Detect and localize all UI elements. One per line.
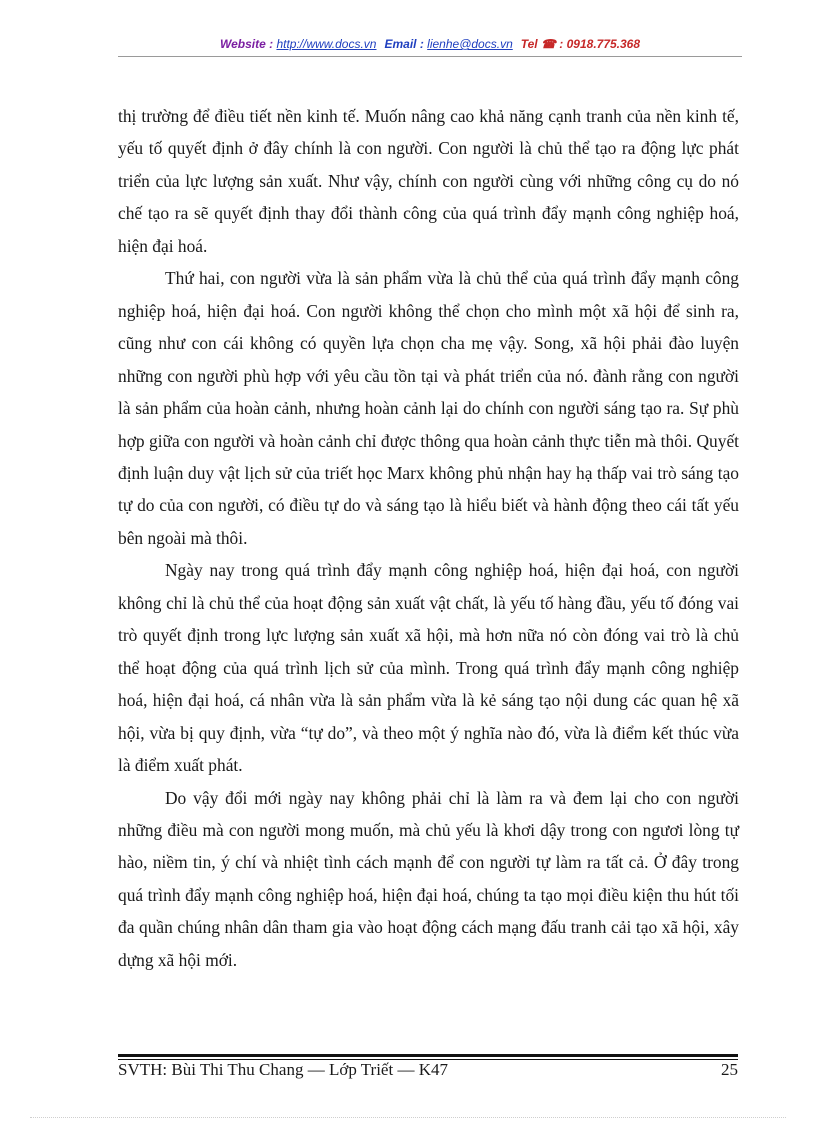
page-number: 25 [721, 1060, 738, 1079]
footer-author: SVTH: Bùi Thi Thu Chang — Lớp Triết — K47 [118, 1060, 448, 1079]
page-footer [118, 1060, 738, 1080]
tel-number: : 0918.775.368 [555, 37, 641, 51]
email-separator: : [416, 37, 428, 51]
footer-divider-thick [118, 1054, 738, 1057]
phone-icon: ☎ [541, 37, 556, 51]
paragraph: Ngày nay trong quá trình đẩy mạnh công nghiệp hoá, hiện đại hoá, con người không chỉ là chủ thể của hoạt động sản xuất vật chất, là yếu tố hàng đầu, yếu tố đóng vai trò quyết định trong lực lượng sản xuất xã hội, mà hơn nữa nó còn đóng vai trò là chủ thể hoạt động của quá trình lịch sử của mình. Trong quá trình đẩy mạnh công nghiệp hoá, hiện đại hoá, cá nhân vừa là sản phẩm vừa là kẻ sáng tạo nội dung các quan hệ xã hội, vừa bị quy định, vừa “tự do”, và theo một ý nghĩa nào đó, vừa là điểm kết thúc vừa là điểm xuất phát. [118, 560, 739, 776]
email-link[interactable]: lienhe@docs.vn [427, 37, 513, 51]
website-separator: : [265, 37, 277, 51]
paragraph: Thứ hai, con người vừa là sản phẩm vừa là chủ thể của quá trình đẩy mạnh công nghiệp hoá, hiện đại hoá. Con người không thể chọn cho mình một xã hội để sinh ra, cũng như con cái không có quyền lựa chọn cha mẹ vậy. Song, xã hội phải đào luyện những con người phù hợp với yêu cầu tồn tại và phát triển của nó. đành rằng con người là sản phẩm của hoàn cảnh, nhưng hoàn cảnh lại do chính con người sáng tạo ra. Sự phù hợp giữa con người và hoàn cảnh chỉ được thông qua hoàn cảnh thực tiễn mà thôi. Quyết định luận duy vật lịch sử của triết học Marx không phủ nhận hay hạ thấp vai trò sáng tạo tự do của con người, có điều tự do và sáng tạo là hiểu biết và hành động theo cái tất yếu bên ngoài mà thôi. [118, 268, 739, 548]
page-header [118, 37, 742, 51]
website-link[interactable]: http://www.docs.vn [276, 37, 377, 51]
header-divider [118, 56, 742, 57]
page-bottom-dotted-line [30, 1117, 786, 1118]
paragraph: Do vậy đổi mới ngày nay không phải chỉ là làm ra và đem lại cho con người những điều mà con người mong muốn, mà chủ yếu là khơi dậy trong con ngươi lòng tự hào, niềm tin, ý chí và nhiệt tình cách mạnh để con người tự làm ra tất cả. Ở đây trong quá trình đẩy mạnh công nghiệp hoá, hiện đại hoá, chúng ta tạo mọi điều kiện thu hút tối đa quần chúng nhân dân tham gia vào hoạt động cách mạng đấu tranh cải tạo xã hội, xây dựng xã hội mới. [118, 787, 739, 970]
website-label: Website [219, 37, 266, 51]
document-body [118, 100, 739, 976]
email-label: Email [384, 37, 417, 51]
tel-label: Tel [520, 37, 538, 51]
paragraph-continuation: thị trường để điều tiết nền kinh tế. Muốn nâng cao khả năng cạnh tranh của nền kinh tế, yếu tố quyết định ở đây chính là con người. Con người là chủ thể tạo ra động lực phát triển của lực lượng sản xuất. Như vậy, chính con người cùng với những công cụ do nó chế tạo ra sẽ quyết định thay đổi thành công của quá trình đẩy mạnh công nghiệp hoá, hiện đại hoá. [118, 106, 739, 256]
